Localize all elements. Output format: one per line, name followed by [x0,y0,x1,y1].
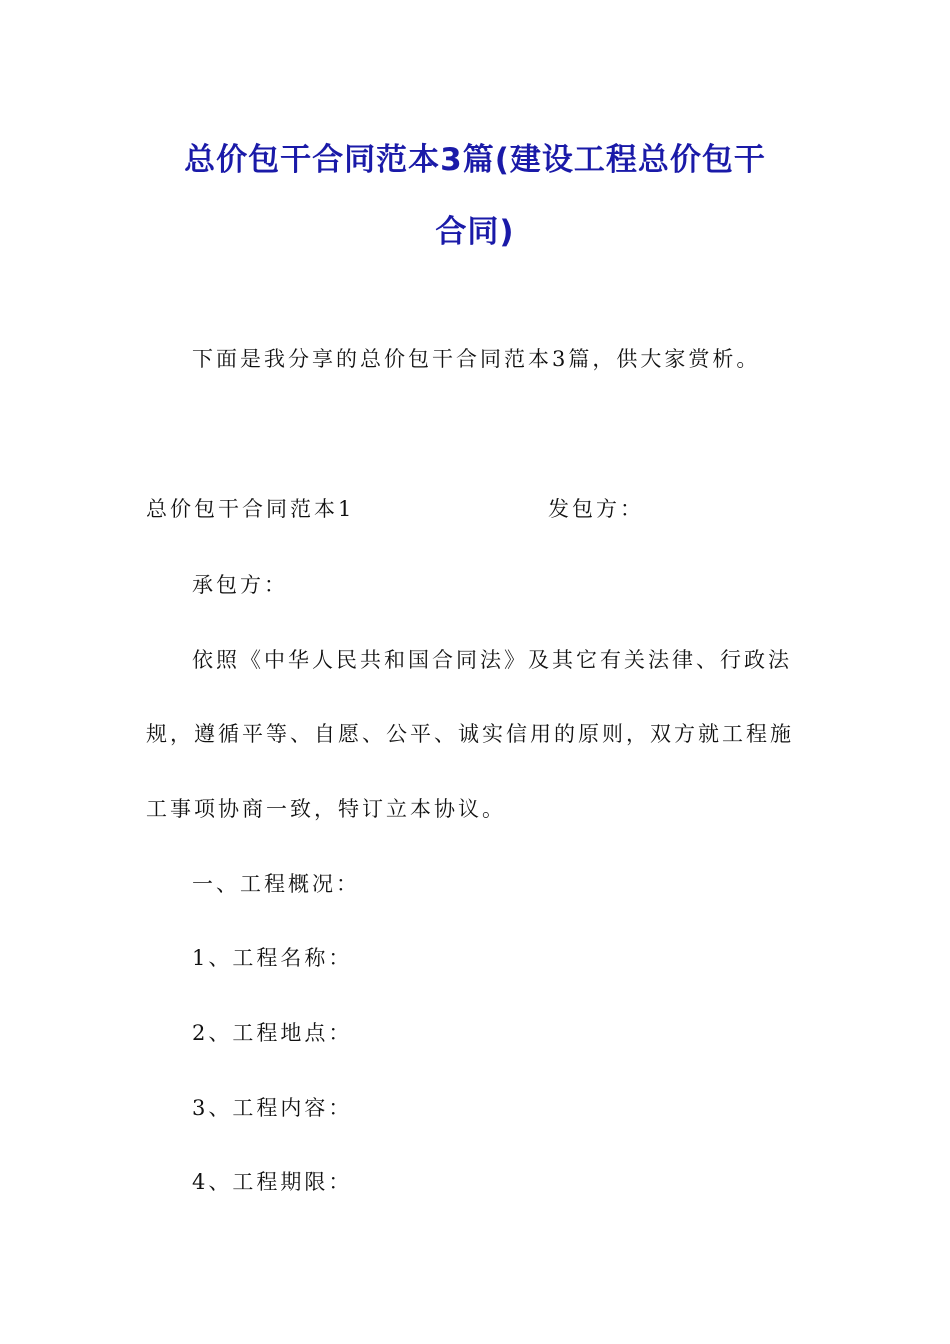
list-item: 1、工程名称： [192,946,353,970]
paragraph-line: 工事项协商一致，特订立本协议。 [146,797,506,821]
document-title-line-2: 合同) [435,214,515,250]
overview-heading: 一、工程概况： [192,872,360,896]
paragraph-line: 规，遵循平等、自愿、公平、诚实信用的原则，双方就工程施 [146,722,794,746]
list-item: 3、工程内容： [192,1096,353,1120]
party-contractor-label: 承包方： [192,573,288,597]
list-item: 4、工程期限： [192,1170,353,1194]
document-title-line-1: 总价包干合同范本3篇(建设工程总价包干 [184,142,766,178]
list-item: 2、工程地点： [192,1021,353,1045]
party-issuer-label: 发包方： [548,497,644,521]
section-1-heading-line [146,494,846,524]
paragraph-line: 依照《中华人民共和国合同法》及其它有关法律、行政法 [192,648,792,672]
section-1-heading: 总价包干合同范本1 [146,497,355,521]
intro-paragraph: 下面是我分享的总价包干合同范本3篇，供大家赏析。 [192,347,761,371]
